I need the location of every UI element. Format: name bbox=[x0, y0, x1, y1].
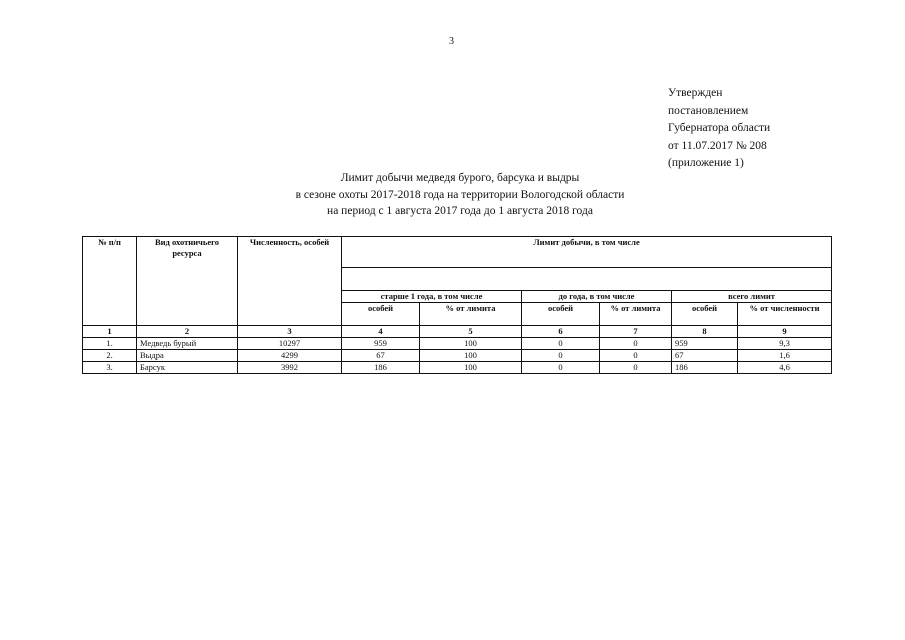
header-young-pct: % от лимита bbox=[600, 303, 672, 326]
total-count-value: 186 bbox=[672, 362, 738, 374]
limits-table bbox=[82, 236, 832, 374]
column-number: 9 bbox=[738, 326, 832, 338]
page-number: 3 bbox=[449, 36, 454, 47]
column-number: 1 bbox=[83, 326, 137, 338]
table-row bbox=[83, 362, 832, 374]
older-count-value: 959 bbox=[342, 338, 420, 350]
column-number: 2 bbox=[137, 326, 238, 338]
column-number: 8 bbox=[672, 326, 738, 338]
young-count-value: 0 bbox=[522, 350, 600, 362]
older-count-value: 186 bbox=[342, 362, 420, 374]
header-older-count: особей bbox=[342, 303, 420, 326]
older-pct-value: 100 bbox=[420, 350, 522, 362]
total-pct-value: 9,3 bbox=[738, 338, 832, 350]
population-value: 3992 bbox=[238, 362, 342, 374]
header-total-count: особей bbox=[672, 303, 738, 326]
total-pct-value: 4,6 bbox=[738, 362, 832, 374]
approval-line: от 11.07.2017 № 208 bbox=[668, 139, 767, 152]
column-number-row bbox=[83, 326, 832, 338]
column-number: 5 bbox=[420, 326, 522, 338]
column-number: 7 bbox=[600, 326, 672, 338]
column-number: 4 bbox=[342, 326, 420, 338]
young-pct-value: 0 bbox=[600, 350, 672, 362]
header-species: Вид охотничьего ресурса bbox=[137, 237, 238, 326]
population-value: 10297 bbox=[238, 338, 342, 350]
approval-line: Утвержден bbox=[668, 87, 723, 99]
header-young-count: особей bbox=[522, 303, 600, 326]
table-row bbox=[83, 338, 832, 350]
title-line: в сезоне охоты 2017-2018 года на территории Вологодской области bbox=[295, 188, 625, 201]
approval-line: Губернатора области bbox=[668, 122, 771, 134]
header-older: старше 1 года, в том числе bbox=[342, 291, 522, 303]
header-limit: Лимит добычи, в том числе bbox=[342, 237, 832, 268]
header-no: № п/п bbox=[83, 237, 137, 326]
approval-block bbox=[668, 85, 770, 173]
header-total: всего лимит bbox=[672, 291, 832, 303]
row-number: 3. bbox=[83, 362, 137, 374]
older-count-value: 67 bbox=[342, 350, 420, 362]
older-pct-value: 100 bbox=[420, 362, 522, 374]
approval-line: (приложение 1) bbox=[668, 157, 744, 169]
total-pct-value: 1,6 bbox=[738, 350, 832, 362]
header-spacer bbox=[342, 268, 832, 291]
total-count-value: 959 bbox=[672, 338, 738, 350]
species-name: Выдра bbox=[137, 350, 238, 362]
title-line: Лимит добычи медведя бурого, барсука и выдры bbox=[340, 172, 580, 184]
header-young: до года, в том числе bbox=[522, 291, 672, 303]
young-pct-value: 0 bbox=[600, 362, 672, 374]
older-pct-value: 100 bbox=[420, 338, 522, 350]
species-name: Медведь бурый bbox=[137, 338, 238, 350]
row-number: 1. bbox=[83, 338, 137, 350]
approval-line: постановлением bbox=[668, 104, 749, 117]
document-title bbox=[140, 170, 780, 220]
column-number: 6 bbox=[522, 326, 600, 338]
title-line: на период с 1 августа 2017 года до 1 августа 2018 года bbox=[327, 205, 593, 217]
header-older-pct: % от лимита bbox=[420, 303, 522, 326]
species-name: Барсук bbox=[137, 362, 238, 374]
column-number: 3 bbox=[238, 326, 342, 338]
young-count-value: 0 bbox=[522, 362, 600, 374]
row-number: 2. bbox=[83, 350, 137, 362]
young-count-value: 0 bbox=[522, 338, 600, 350]
total-count-value: 67 bbox=[672, 350, 738, 362]
header-population: Численность, особей bbox=[238, 237, 342, 326]
header-total-pct: % от численности bbox=[738, 303, 832, 326]
table-row bbox=[83, 350, 832, 362]
young-pct-value: 0 bbox=[600, 338, 672, 350]
population-value: 4299 bbox=[238, 350, 342, 362]
